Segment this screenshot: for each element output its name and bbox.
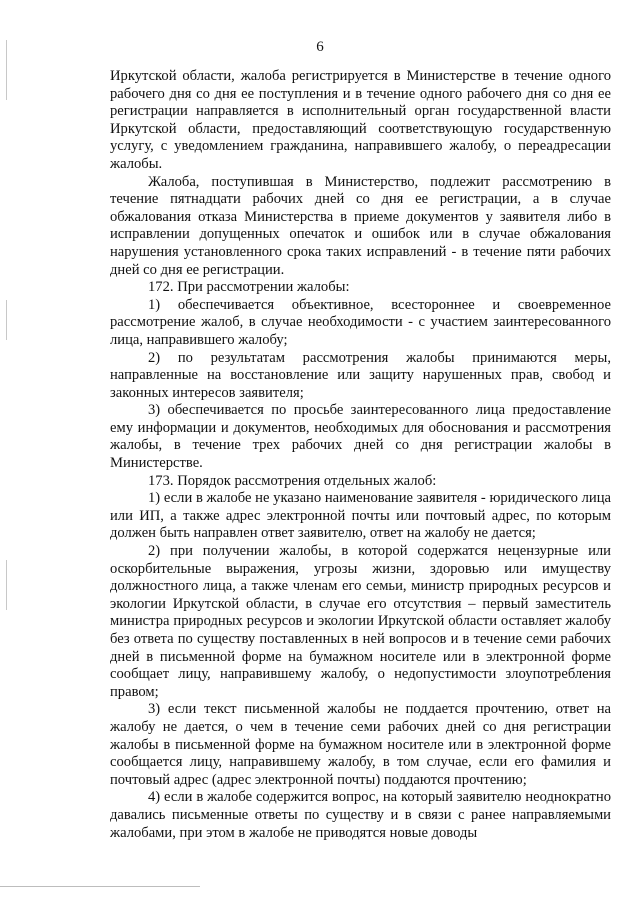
section-172-item-2: 2) по результатам рассмотрения жалобы принимаются меры, направленные на восстановление или защиту нарушенных прав, свобод и законных интересов заявителя; [110, 349, 611, 401]
section-173-item-4: 4) если в жалобе содержится вопрос, на который заявителю неоднократно давались письменные ответы по существу и в связи с ранее направляемыми жалобами, при этом в жалобе не приводятся новые доводы [110, 789, 611, 841]
section-173-item-1: 1) если в жалобе не указано наименование заявителя - юридического лица или ИП, а также адрес электронной почты или почтовый адрес, по которым должен быть направлен ответ заявителю, ответ на жалобу не дается; [110, 490, 611, 542]
page-number: 6 [316, 39, 324, 55]
paragraph-review-deadline: Жалоба, поступившая в Министерство, подлежит рассмотрению в течение пятнадцати рабочих дней со дня ее регистрации, а в случае обжалования отказа Министерства в приеме документов у заявителя либо в исправлении допущенных опечаток и ошибок или в случае обжалования нарушения установленного срока таких исправлений - в течение пяти рабочих дней со дня ее регистрации. [110, 173, 611, 278]
section-172-item-1: 1) обеспечивается объективное, всестороннее и своевременное рассмотрение жалоб, в случае необходимости - с участием заинтересованного лица, направившего жалобу; [110, 296, 611, 348]
scan-edge-mark [6, 560, 7, 610]
paragraph-continuation: Иркутской области, жалоба регистрируется в Министерстве в течение одного рабочего дня со дня ее поступления и в течение одного рабочего дня со дня ее регистрации направляется в исполнительный орган государственной власти Иркутской области, предоставляющий соответствующую государственную услугу, с уведомлением гражданина, направившего жалобу, о переадресации жалобы. [110, 68, 611, 172]
section-173-heading: 173. Порядок рассмотрения отдельных жалоб: [148, 472, 437, 489]
scan-bottom-rule [0, 886, 200, 887]
section-172-heading: 172. При рассмотрении жалобы: [148, 279, 350, 296]
section-173-item-3: 3) если текст письменной жалобы не поддается прочтению, ответ на жалобу не дается, о чем в течение семи рабочих дней со дня регистрации жалобы в письменной форме на бумажном носителе или в электронной форме сообщается лицу, направившему жалобу, в том случае, если его фамилия и почтовый адрес (адрес электронной почты) поддаются прочтению; [110, 701, 611, 788]
scan-edge-mark [6, 300, 7, 340]
section-172-item-3: 3) обеспечивается по просьбе заинтересованного лица предоставление ему информации и документов, необходимых для обоснования и рассмотрения жалобы, в течение трех рабочих дней со дня регистрации жалобы в Министерстве. [110, 402, 611, 472]
document-body [110, 68, 611, 842]
section-173-item-2: 2) при получении жалобы, в которой содержатся нецензурные или оскорбительные выражения, угрозы жизни, здоровью или имуществу должностного лица, а также членам его семьи, министр природных ресурсов и экологии Иркутской области, в случае его отсутствия – первый заместитель министра природных ресурсов и экологии Иркутской области оставляет жалобу без ответа по существу поставленных в ней вопросов и в течение семи рабочих дней в письменной форме на бумажном носителе или в электронной форме сообщает лицу, направившему жалобу, о недопустимости злоупотребления правом; [110, 543, 611, 700]
